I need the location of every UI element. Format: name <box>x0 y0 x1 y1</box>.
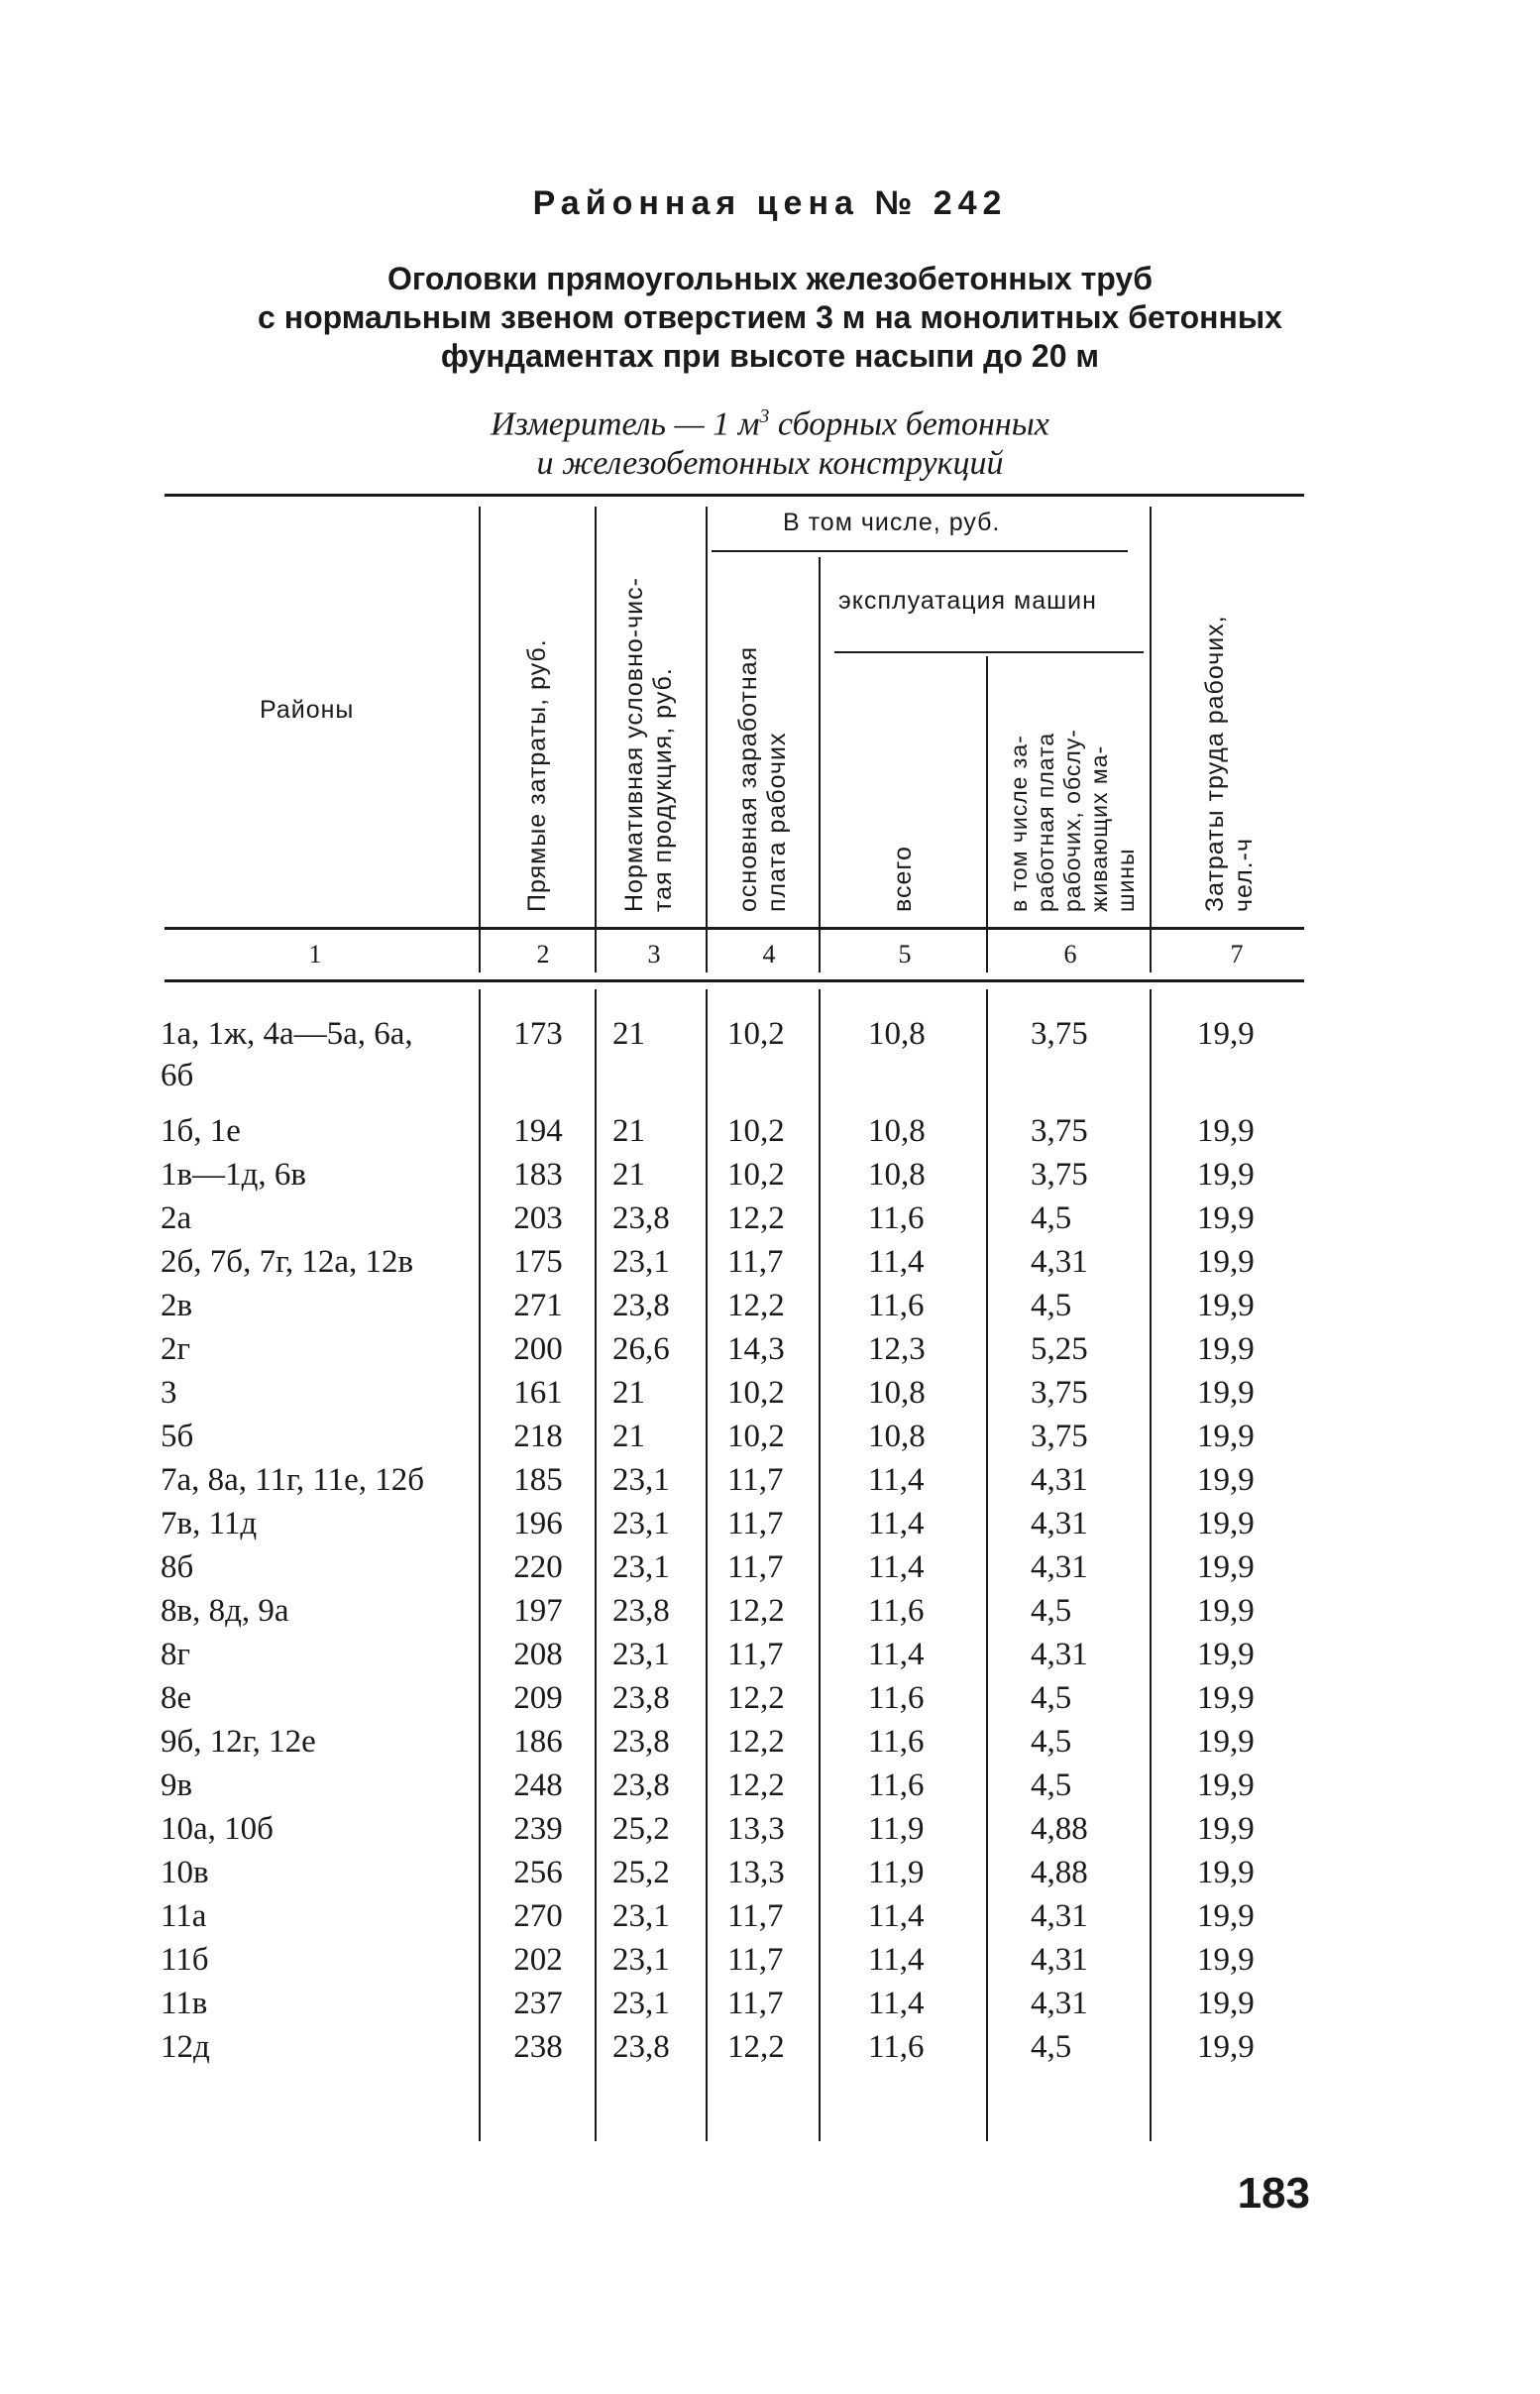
wages-cell: 11,7 <box>727 1986 784 2021</box>
measure-line: и железобетонных конструкций <box>536 445 1004 483</box>
direct-cell: 161 <box>513 1375 563 1411</box>
header-text: шины <box>1113 848 1139 912</box>
wages-cell: 10,2 <box>727 1375 785 1411</box>
table-top-rule <box>165 494 1304 497</box>
header-text: плата рабочих <box>763 732 791 912</box>
machine-wages-cell: 4,5 <box>1031 1200 1072 1236</box>
region-cell: 2в <box>161 1288 193 1323</box>
column-divider <box>986 989 988 2141</box>
column-number: 5 <box>898 940 912 969</box>
labor-cell: 19,9 <box>1197 1506 1255 1541</box>
normative-cell: 23,8 <box>612 1724 670 1760</box>
machine-wages-cell: 4,5 <box>1031 2029 1072 2065</box>
wages-cell: 12,2 <box>727 1724 785 1760</box>
normative-cell: 21 <box>612 1157 645 1193</box>
column-divider <box>1150 989 1152 2141</box>
labor-cell: 19,9 <box>1197 2029 1255 2065</box>
wages-cell: 13,3 <box>727 1811 785 1847</box>
header-text: работная плата <box>1033 732 1058 912</box>
column-number: 1 <box>308 940 322 969</box>
region-cell: 10в <box>161 1855 209 1890</box>
direct-cell: 186 <box>513 1724 563 1760</box>
normative-cell: 23,8 <box>612 1767 670 1803</box>
total-cell: 11,6 <box>868 1200 925 1236</box>
column-divider <box>706 989 708 2141</box>
normative-cell: 21 <box>612 1419 645 1454</box>
machine-wages-cell: 3,75 <box>1031 1157 1088 1193</box>
region-cell: 11б <box>161 1942 209 1978</box>
header-text: в том числе за- <box>1006 735 1032 912</box>
wages-cell: 11,7 <box>727 1244 784 1280</box>
normative-cell: 23,8 <box>612 1200 670 1236</box>
wages-cell: 11,7 <box>727 1942 784 1978</box>
labor-cell: 19,9 <box>1197 1593 1255 1629</box>
labor-cell: 19,9 <box>1197 1942 1255 1978</box>
header-text: Затраты труда рабочих, <box>1201 615 1229 912</box>
total-cell: 11,4 <box>868 1506 925 1541</box>
measure-unit <box>0 397 1540 484</box>
normative-cell: 23,1 <box>612 1506 670 1541</box>
direct-cell: 202 <box>513 1942 563 1978</box>
region-cell: 12д <box>161 2029 210 2065</box>
direct-cell: 185 <box>513 1462 563 1498</box>
column-divider <box>1150 507 1152 972</box>
header-text: тая продукция, руб. <box>649 667 677 912</box>
total-cell: 11,9 <box>868 1855 925 1890</box>
normative-cell: 21 <box>612 1113 645 1149</box>
total-cell: 11,6 <box>868 1288 925 1323</box>
header-labor <box>1201 555 1280 912</box>
labor-cell: 19,9 <box>1197 1462 1255 1498</box>
direct-cell: 200 <box>513 1331 563 1367</box>
normative-cell: 23,8 <box>612 1680 670 1716</box>
machine-wages-cell: 4,5 <box>1031 1767 1072 1803</box>
wages-cell: 11,7 <box>727 1506 784 1541</box>
normative-cell: 23,8 <box>612 1593 670 1629</box>
region-cell: 2б, 7б, 7г, 12а, 12в <box>161 1244 414 1280</box>
normative-cell: 23,1 <box>612 1986 670 2021</box>
direct-cell: 175 <box>513 1244 563 1280</box>
wages-cell: 11,7 <box>727 1549 784 1585</box>
normative-cell: 23,8 <box>612 2029 670 2065</box>
labor-cell: 19,9 <box>1197 1680 1255 1716</box>
total-cell: 11,6 <box>868 2029 925 2065</box>
header-normative <box>620 555 700 912</box>
labor-cell: 19,9 <box>1197 1898 1255 1934</box>
region-cell: 8е <box>161 1680 192 1716</box>
wages-cell: 12,2 <box>727 1288 785 1323</box>
column-number: 6 <box>1063 940 1077 969</box>
direct-cell: 194 <box>513 1113 563 1149</box>
total-cell: 11,4 <box>868 1637 925 1672</box>
labor-cell: 19,9 <box>1197 1331 1255 1367</box>
machine-wages-cell: 4,31 <box>1031 1942 1088 1978</box>
machine-wages-cell: 4,88 <box>1031 1855 1088 1890</box>
machine-wages-cell: 4,5 <box>1031 1593 1072 1629</box>
direct-cell: 238 <box>513 2029 563 2065</box>
labor-cell: 19,9 <box>1197 1811 1255 1847</box>
column-number-rule <box>165 979 1304 982</box>
direct-cell: 183 <box>513 1157 563 1193</box>
column-divider <box>595 989 597 2141</box>
normative-cell: 23,1 <box>612 1462 670 1498</box>
wages-cell: 10,2 <box>727 1016 785 1052</box>
machine-wages-cell: 4,31 <box>1031 1986 1088 2021</box>
labor-cell: 19,9 <box>1197 1855 1255 1890</box>
measure-suffix: сборных бетонных <box>769 405 1049 443</box>
total-cell: 12,3 <box>868 1331 926 1367</box>
normative-cell: 23,1 <box>612 1244 670 1280</box>
machine-wages-cell: 4,5 <box>1031 1288 1072 1323</box>
direct-cell: 209 <box>513 1680 563 1716</box>
region-cell: 3 <box>161 1375 177 1411</box>
region-cell: 1а, 1ж, 4а—5а, 6а, <box>161 1016 413 1052</box>
normative-cell: 25,2 <box>612 1811 670 1847</box>
labor-cell: 19,9 <box>1197 1375 1255 1411</box>
total-cell: 10,8 <box>868 1016 926 1052</box>
normative-cell: 23,1 <box>612 1942 670 1978</box>
wages-cell: 12,2 <box>727 1593 785 1629</box>
direct-cell: 196 <box>513 1506 563 1541</box>
column-divider <box>706 507 708 972</box>
labor-cell: 19,9 <box>1197 1157 1255 1193</box>
wages-cell: 12,2 <box>727 1680 785 1716</box>
machine-wages-cell: 4,31 <box>1031 1898 1088 1934</box>
region-cell: 7в, 11д <box>161 1506 258 1541</box>
column-divider <box>479 989 481 2141</box>
column-divider <box>819 557 821 972</box>
normative-cell: 21 <box>612 1375 645 1411</box>
region-cell: 9в <box>161 1767 193 1803</box>
total-cell: 10,8 <box>868 1375 926 1411</box>
normative-cell: 21 <box>612 1016 645 1052</box>
direct-cell: 218 <box>513 1419 563 1454</box>
machine-wages-cell: 3,75 <box>1031 1113 1088 1149</box>
direct-cell: 270 <box>513 1898 563 1934</box>
region-cell: 7а, 8а, 11г, 11е, 12б <box>161 1462 425 1498</box>
total-cell: 11,4 <box>868 1986 925 2021</box>
measure-sup: 3 <box>759 405 770 427</box>
total-cell: 11,9 <box>868 1811 925 1847</box>
labor-cell: 19,9 <box>1197 1986 1255 2021</box>
wages-cell: 12,2 <box>727 1200 785 1236</box>
column-number: 3 <box>647 940 661 969</box>
machine-wages-cell: 5,25 <box>1031 1331 1088 1367</box>
wages-cell: 10,2 <box>727 1157 785 1193</box>
region-cell: 8г <box>161 1637 191 1672</box>
region-cell-continuation: 6б <box>161 1058 194 1093</box>
document-subtitle <box>0 260 1540 376</box>
header-wages <box>734 555 814 912</box>
measure-prefix: Измеритель — 1 м <box>491 405 760 443</box>
labor-cell: 19,9 <box>1197 1767 1255 1803</box>
wages-cell: 11,7 <box>727 1898 784 1934</box>
total-cell: 11,4 <box>868 1942 925 1978</box>
machine-wages-cell: 3,75 <box>1031 1375 1088 1411</box>
region-cell: 8в, 8д, 9а <box>161 1593 289 1629</box>
total-cell: 11,4 <box>868 1462 925 1498</box>
header-text: чел.-ч <box>1230 838 1258 912</box>
machine-wages-cell: 4,31 <box>1031 1462 1088 1498</box>
direct-cell: 203 <box>513 1200 563 1236</box>
total-cell: 10,8 <box>868 1113 926 1149</box>
wages-cell: 11,7 <box>727 1462 784 1498</box>
page-number: 183 <box>1237 2169 1310 2218</box>
header-machines: эксплуатация машин <box>838 587 1097 615</box>
wages-cell: 12,2 <box>727 1767 785 1803</box>
region-cell: 8б <box>161 1549 194 1585</box>
header-text: Прямые затраты, руб. <box>523 638 551 912</box>
column-divider <box>595 507 597 972</box>
measure-line <box>0 397 1540 444</box>
region-cell: 2г <box>161 1331 191 1367</box>
header-text: рабочих, обслу- <box>1059 729 1085 912</box>
column-divider <box>986 656 988 972</box>
column-number: 4 <box>762 940 776 969</box>
region-cell: 1б, 1е <box>161 1113 241 1149</box>
wages-cell: 10,2 <box>727 1419 785 1454</box>
direct-cell: 239 <box>513 1811 563 1847</box>
labor-cell: 19,9 <box>1197 1016 1255 1052</box>
wages-cell: 13,3 <box>727 1855 785 1890</box>
normative-cell: 23,1 <box>612 1898 670 1934</box>
direct-cell: 197 <box>513 1593 563 1629</box>
column-divider <box>479 507 481 972</box>
direct-cell: 271 <box>513 1288 563 1323</box>
labor-cell: 19,9 <box>1197 1244 1255 1280</box>
wages-cell: 12,2 <box>727 2029 785 2065</box>
labor-cell: 19,9 <box>1197 1200 1255 1236</box>
column-number: 7 <box>1230 940 1244 969</box>
machine-wages-cell: 4,31 <box>1031 1506 1088 1541</box>
machine-wages-cell: 4,5 <box>1031 1724 1072 1760</box>
total-cell: 10,8 <box>868 1157 926 1193</box>
labor-cell: 19,9 <box>1197 1113 1255 1149</box>
header-bottom-rule <box>165 927 1304 930</box>
subtitle-line: Оголовки прямоугольных железобетонных труб <box>387 261 1153 296</box>
header-group: В том числе, руб. <box>783 509 1001 536</box>
header-text: живающих ма- <box>1086 744 1112 912</box>
labor-cell: 19,9 <box>1197 1724 1255 1760</box>
region-cell: 11а <box>161 1898 207 1934</box>
page-title: Районная цена № 242 <box>532 184 1008 222</box>
normative-cell: 25,2 <box>612 1855 670 1890</box>
total-cell: 11,4 <box>868 1549 925 1585</box>
direct-cell: 208 <box>513 1637 563 1672</box>
machine-wages-cell: 4,31 <box>1031 1637 1088 1672</box>
machine-wages-cell: 4,5 <box>1031 1680 1072 1716</box>
region-cell: 2а <box>161 1200 192 1236</box>
labor-cell: 19,9 <box>1197 1637 1255 1672</box>
region-cell: 10а, 10б <box>161 1811 274 1847</box>
header-text: всего <box>889 846 917 912</box>
direct-cell: 256 <box>513 1855 563 1890</box>
header-machines-total <box>889 555 929 912</box>
total-cell: 11,6 <box>868 1767 925 1803</box>
wages-cell: 10,2 <box>727 1113 785 1149</box>
normative-cell: 26,6 <box>612 1331 670 1367</box>
direct-cell: 173 <box>513 1016 563 1052</box>
column-number: 2 <box>536 940 550 969</box>
region-cell: 5б <box>161 1419 194 1454</box>
region-cell: 9б, 12г, 12е <box>161 1724 316 1760</box>
normative-cell: 23,1 <box>612 1549 670 1585</box>
header-regions: Районы <box>260 696 355 724</box>
header-text: основная заработная <box>734 645 762 912</box>
subtitle-line: с нормальным звеном отверстием 3 м на монолитных бетонных <box>258 299 1282 335</box>
region-cell: 11в <box>161 1986 208 2021</box>
total-cell: 11,6 <box>868 1593 925 1629</box>
header-direct-costs <box>523 555 573 912</box>
normative-cell: 23,8 <box>612 1288 670 1323</box>
machine-wages-cell: 4,88 <box>1031 1811 1088 1847</box>
header-text: Нормативная условно-чис- <box>620 577 648 912</box>
wages-cell: 11,7 <box>727 1637 784 1672</box>
labor-cell: 19,9 <box>1197 1549 1255 1585</box>
wages-cell: 14,3 <box>727 1331 785 1367</box>
total-cell: 11,4 <box>868 1244 925 1280</box>
total-cell: 11,6 <box>868 1680 925 1716</box>
column-divider <box>819 989 821 2141</box>
group-header-rule <box>712 550 1128 552</box>
direct-cell: 237 <box>513 1986 563 2021</box>
header-machine-wages <box>1006 555 1145 912</box>
direct-cell: 220 <box>513 1549 563 1585</box>
labor-cell: 19,9 <box>1197 1419 1255 1454</box>
total-cell: 11,6 <box>868 1724 925 1760</box>
region-cell: 1в—1д, 6в <box>161 1157 306 1193</box>
normative-cell: 23,1 <box>612 1637 670 1672</box>
total-cell: 10,8 <box>868 1419 926 1454</box>
machine-wages-cell: 3,75 <box>1031 1016 1088 1052</box>
machine-wages-cell: 3,75 <box>1031 1419 1088 1454</box>
direct-cell: 248 <box>513 1767 563 1803</box>
machine-wages-cell: 4,31 <box>1031 1244 1088 1280</box>
subtitle-line: фундаментах при высоте насыпи до 20 м <box>440 338 1100 374</box>
total-cell: 11,4 <box>868 1898 925 1934</box>
machine-wages-cell: 4,31 <box>1031 1549 1088 1585</box>
labor-cell: 19,9 <box>1197 1288 1255 1323</box>
